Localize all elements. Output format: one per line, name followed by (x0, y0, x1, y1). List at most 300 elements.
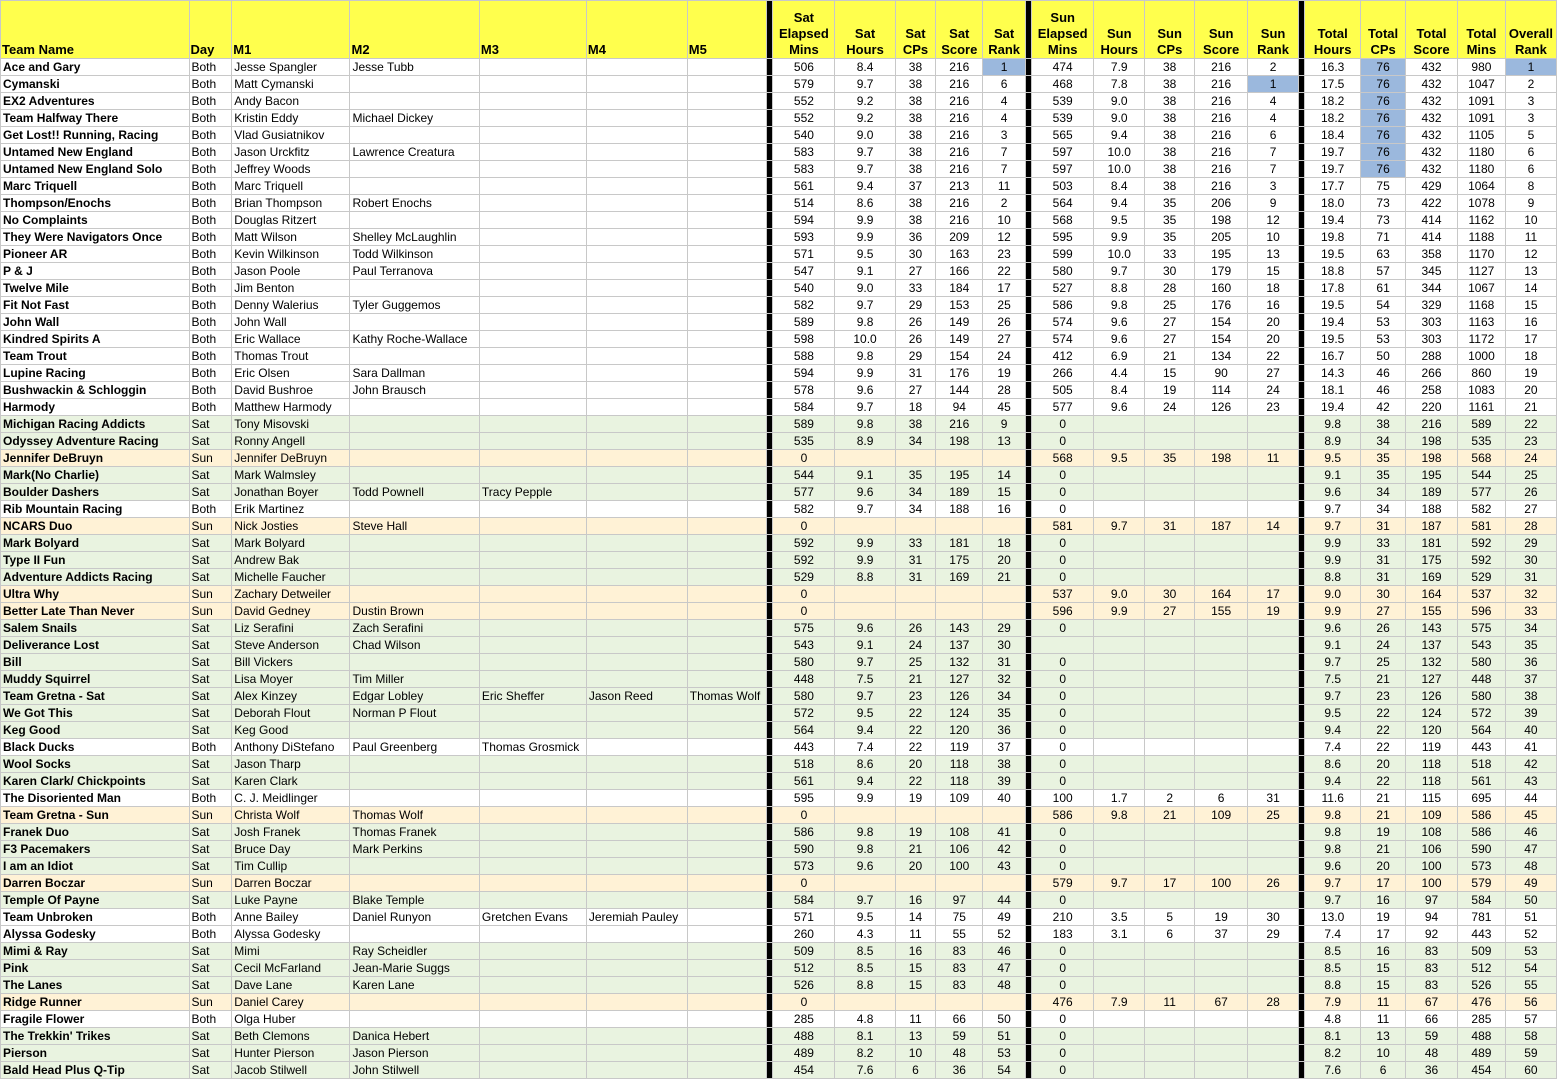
cell-day[interactable]: Sat (189, 484, 232, 501)
cell-total-hours[interactable]: 9.0 (1305, 586, 1361, 603)
cell-sat-elapsed[interactable]: 592 (773, 552, 835, 569)
cell-sun-rank[interactable]: 14 (1248, 518, 1299, 535)
cell-total-mins[interactable]: 526 (1457, 977, 1505, 994)
cell-sun-score[interactable]: 205 (1195, 229, 1248, 246)
cell-m2[interactable] (350, 501, 479, 518)
cell-sun-hours[interactable]: 9.7 (1094, 263, 1145, 280)
cell-day[interactable]: Both (189, 127, 232, 144)
cell-day[interactable]: Sat (189, 467, 232, 484)
cell-m2[interactable]: Edgar Lobley (350, 688, 479, 705)
cell-sat-elapsed[interactable]: 589 (773, 314, 835, 331)
cell-sun-rank[interactable] (1248, 960, 1299, 977)
cell-sat-hours[interactable]: 9.5 (835, 705, 895, 722)
cell-sat-hours[interactable]: 9.1 (835, 263, 895, 280)
cell-m5[interactable] (687, 994, 766, 1011)
cell-overall-rank[interactable]: 31 (1505, 569, 1556, 586)
cell-total-mins[interactable]: 454 (1457, 1062, 1505, 1079)
cell-m2[interactable] (350, 654, 479, 671)
cell-sat-cps[interactable]: 16 (895, 943, 936, 960)
cell-overall-rank[interactable]: 35 (1505, 637, 1556, 654)
cell-m2[interactable]: Paul Terranova (350, 263, 479, 280)
cell-sat-rank[interactable]: 16 (983, 501, 1026, 518)
cell-sat-elapsed[interactable]: 577 (773, 484, 835, 501)
cell-total-score[interactable]: 143 (1406, 620, 1458, 637)
cell-m1[interactable]: Jason Urckfitz (232, 144, 350, 161)
cell-sun-hours[interactable]: 9.4 (1094, 195, 1145, 212)
cell-sun-elapsed[interactable]: 564 (1032, 195, 1094, 212)
cell-m1[interactable]: Anne Bailey (232, 909, 350, 926)
cell-sun-elapsed[interactable]: 0 (1032, 773, 1094, 790)
cell-total-cps[interactable]: 76 (1361, 93, 1406, 110)
cell-sat-cps[interactable]: 38 (895, 93, 936, 110)
cell-sat-cps[interactable]: 19 (895, 824, 936, 841)
col-sun-rank[interactable]: Sun Rank (1248, 1, 1299, 59)
cell-m1[interactable]: Mark Bolyard (232, 535, 350, 552)
cell-total-cps[interactable]: 50 (1361, 348, 1406, 365)
cell-sat-cps[interactable]: 30 (895, 246, 936, 263)
cell-sat-cps[interactable]: 21 (895, 841, 936, 858)
cell-m5[interactable] (687, 314, 766, 331)
cell-sun-elapsed[interactable]: 581 (1032, 518, 1094, 535)
cell-m2[interactable]: Kathy Roche-Wallace (350, 331, 479, 348)
cell-total-hours[interactable]: 19.4 (1305, 399, 1361, 416)
cell-m4[interactable] (586, 875, 687, 892)
cell-sun-cps[interactable]: 6 (1145, 926, 1195, 943)
cell-total-score[interactable]: 137 (1406, 637, 1458, 654)
cell-overall-rank[interactable]: 43 (1505, 773, 1556, 790)
cell-overall-rank[interactable]: 21 (1505, 399, 1556, 416)
cell-sun-cps[interactable]: 11 (1145, 994, 1195, 1011)
cell-m2[interactable] (350, 994, 479, 1011)
cell-overall-rank[interactable]: 11 (1505, 229, 1556, 246)
cell-m4[interactable] (586, 382, 687, 399)
cell-sun-elapsed[interactable]: 100 (1032, 790, 1094, 807)
cell-sat-cps[interactable]: 23 (895, 688, 936, 705)
cell-sun-score[interactable] (1195, 1062, 1248, 1079)
col-day[interactable]: Day (189, 1, 232, 59)
cell-sun-rank[interactable]: 27 (1248, 365, 1299, 382)
cell-m3[interactable]: Gretchen Evans (479, 909, 586, 926)
cell-sat-score[interactable]: 100 (936, 858, 983, 875)
cell-sat-hours[interactable]: 9.9 (835, 552, 895, 569)
cell-sat-elapsed[interactable]: 579 (773, 76, 835, 93)
cell-sun-score[interactable]: 216 (1195, 93, 1248, 110)
cell-m3[interactable]: Eric Sheffer (479, 688, 586, 705)
cell-m2[interactable]: Norman P Flout (350, 705, 479, 722)
cell-m3[interactable] (479, 705, 586, 722)
cell-sat-elapsed[interactable]: 572 (773, 705, 835, 722)
cell-m5[interactable] (687, 552, 766, 569)
cell-day[interactable]: Sun (189, 518, 232, 535)
cell-sun-elapsed[interactable]: 0 (1032, 705, 1094, 722)
cell-sun-score[interactable]: 195 (1195, 246, 1248, 263)
cell-overall-rank[interactable]: 12 (1505, 246, 1556, 263)
cell-m1[interactable]: Matt Wilson (232, 229, 350, 246)
cell-sun-hours[interactable]: 9.0 (1094, 110, 1145, 127)
cell-day[interactable]: Sat (189, 943, 232, 960)
cell-total-hours[interactable]: 19.5 (1305, 331, 1361, 348)
cell-m4[interactable] (586, 433, 687, 450)
cell-team-name[interactable]: Thompson/Enochs (1, 195, 190, 212)
cell-sat-cps[interactable]: 21 (895, 671, 936, 688)
cell-team-name[interactable]: Bald Head Plus Q-Tip (1, 1062, 190, 1079)
cell-sat-rank[interactable]: 51 (983, 1028, 1026, 1045)
cell-sat-hours[interactable]: 9.0 (835, 280, 895, 297)
cell-m1[interactable]: Eric Olsen (232, 365, 350, 382)
cell-m2[interactable] (350, 93, 479, 110)
cell-sat-hours[interactable]: 9.2 (835, 110, 895, 127)
cell-m5[interactable] (687, 1045, 766, 1062)
cell-sat-hours[interactable]: 9.9 (835, 212, 895, 229)
cell-day[interactable]: Sat (189, 1062, 232, 1079)
cell-total-hours[interactable]: 19.7 (1305, 161, 1361, 178)
cell-sat-rank[interactable]: 34 (983, 688, 1026, 705)
cell-m3[interactable] (479, 246, 586, 263)
cell-m4[interactable] (586, 841, 687, 858)
cell-total-score[interactable]: 220 (1406, 399, 1458, 416)
cell-sun-rank[interactable]: 4 (1248, 93, 1299, 110)
cell-m2[interactable]: Tim Miller (350, 671, 479, 688)
cell-sat-hours[interactable]: 9.8 (835, 314, 895, 331)
cell-m2[interactable]: Steve Hall (350, 518, 479, 535)
cell-overall-rank[interactable]: 53 (1505, 943, 1556, 960)
cell-sun-hours[interactable] (1094, 705, 1145, 722)
cell-day[interactable]: Both (189, 348, 232, 365)
cell-sun-elapsed[interactable] (1032, 637, 1094, 654)
col-m5[interactable]: M5 (687, 1, 766, 59)
cell-overall-rank[interactable]: 20 (1505, 382, 1556, 399)
cell-sun-elapsed[interactable]: 0 (1032, 416, 1094, 433)
cell-overall-rank[interactable]: 19 (1505, 365, 1556, 382)
cell-m1[interactable]: Jeffrey Woods (232, 161, 350, 178)
cell-sat-score[interactable]: 181 (936, 535, 983, 552)
cell-m1[interactable]: Tim Cullip (232, 858, 350, 875)
cell-sun-elapsed[interactable]: 574 (1032, 331, 1094, 348)
cell-m4[interactable] (586, 348, 687, 365)
cell-team-name[interactable]: They Were Navigators Once (1, 229, 190, 246)
cell-team-name[interactable]: Team Gretna - Sun (1, 807, 190, 824)
cell-sun-rank[interactable]: 16 (1248, 297, 1299, 314)
cell-total-cps[interactable]: 53 (1361, 331, 1406, 348)
cell-sun-score[interactable] (1195, 960, 1248, 977)
cell-sat-cps[interactable]: 26 (895, 331, 936, 348)
cell-team-name[interactable]: Michigan Racing Addicts (1, 416, 190, 433)
cell-sat-hours[interactable]: 9.7 (835, 688, 895, 705)
cell-sat-rank[interactable]: 3 (983, 127, 1026, 144)
cell-sun-elapsed[interactable]: 0 (1032, 1062, 1094, 1079)
col-total-cps[interactable]: Total CPs (1361, 1, 1406, 59)
cell-day[interactable]: Both (189, 1011, 232, 1028)
cell-sat-score[interactable]: 118 (936, 773, 983, 790)
cell-total-cps[interactable]: 31 (1361, 569, 1406, 586)
cell-total-mins[interactable]: 285 (1457, 1011, 1505, 1028)
cell-sat-hours[interactable] (835, 994, 895, 1011)
cell-m2[interactable] (350, 212, 479, 229)
cell-m3[interactable] (479, 297, 586, 314)
cell-m2[interactable] (350, 773, 479, 790)
cell-m3[interactable] (479, 858, 586, 875)
cell-sun-cps[interactable] (1145, 705, 1195, 722)
cell-m3[interactable] (479, 195, 586, 212)
cell-total-hours[interactable]: 8.2 (1305, 1045, 1361, 1062)
cell-m4[interactable] (586, 501, 687, 518)
cell-total-mins[interactable]: 1127 (1457, 263, 1505, 280)
cell-sun-hours[interactable]: 9.0 (1094, 93, 1145, 110)
cell-m3[interactable] (479, 416, 586, 433)
cell-team-name[interactable]: The Disoriented Man (1, 790, 190, 807)
cell-m2[interactable]: Michael Dickey (350, 110, 479, 127)
cell-m1[interactable]: Vlad Gusiatnikov (232, 127, 350, 144)
cell-sun-score[interactable] (1195, 620, 1248, 637)
cell-sun-hours[interactable] (1094, 467, 1145, 484)
cell-sat-rank[interactable] (983, 586, 1026, 603)
cell-sat-elapsed[interactable]: 547 (773, 263, 835, 280)
cell-overall-rank[interactable]: 37 (1505, 671, 1556, 688)
cell-m2[interactable] (350, 552, 479, 569)
cell-sat-rank[interactable] (983, 450, 1026, 467)
cell-m5[interactable] (687, 739, 766, 756)
cell-m3[interactable] (479, 892, 586, 909)
cell-m2[interactable] (350, 467, 479, 484)
cell-sun-cps[interactable]: 28 (1145, 280, 1195, 297)
cell-m1[interactable]: Anthony DiStefano (232, 739, 350, 756)
cell-m1[interactable]: Kevin Wilkinson (232, 246, 350, 263)
cell-team-name[interactable]: Wool Socks (1, 756, 190, 773)
cell-total-score[interactable]: 358 (1406, 246, 1458, 263)
cell-m5[interactable] (687, 756, 766, 773)
cell-m1[interactable]: Jacob Stilwell (232, 1062, 350, 1079)
cell-sun-rank[interactable] (1248, 535, 1299, 552)
cell-sun-elapsed[interactable]: 266 (1032, 365, 1094, 382)
cell-total-cps[interactable]: 22 (1361, 773, 1406, 790)
cell-m3[interactable] (479, 144, 586, 161)
cell-m5[interactable] (687, 246, 766, 263)
cell-sun-elapsed[interactable]: 468 (1032, 76, 1094, 93)
cell-m4[interactable] (586, 518, 687, 535)
cell-m2[interactable]: Daniel Runyon (350, 909, 479, 926)
cell-total-mins[interactable]: 1091 (1457, 110, 1505, 127)
cell-total-score[interactable]: 432 (1406, 161, 1458, 178)
cell-total-score[interactable]: 195 (1406, 467, 1458, 484)
cell-sun-rank[interactable]: 18 (1248, 280, 1299, 297)
cell-sat-score[interactable] (936, 518, 983, 535)
cell-sun-score[interactable]: 216 (1195, 161, 1248, 178)
cell-total-score[interactable]: 429 (1406, 178, 1458, 195)
cell-m4[interactable] (586, 569, 687, 586)
cell-sat-hours[interactable]: 4.3 (835, 926, 895, 943)
cell-total-hours[interactable]: 9.8 (1305, 824, 1361, 841)
cell-m2[interactable]: John Brausch (350, 382, 479, 399)
cell-total-cps[interactable]: 61 (1361, 280, 1406, 297)
cell-sat-hours[interactable]: 9.9 (835, 790, 895, 807)
cell-m3[interactable] (479, 399, 586, 416)
cell-team-name[interactable]: Alyssa Godesky (1, 926, 190, 943)
cell-m5[interactable] (687, 909, 766, 926)
cell-sun-rank[interactable]: 4 (1248, 110, 1299, 127)
cell-team-name[interactable]: I am an Idiot (1, 858, 190, 875)
cell-sat-hours[interactable]: 8.6 (835, 756, 895, 773)
cell-sun-score[interactable] (1195, 1028, 1248, 1045)
cell-sat-rank[interactable]: 40 (983, 790, 1026, 807)
cell-sun-elapsed[interactable]: 183 (1032, 926, 1094, 943)
cell-sun-rank[interactable] (1248, 1011, 1299, 1028)
cell-sat-score[interactable]: 83 (936, 977, 983, 994)
cell-m1[interactable]: John Wall (232, 314, 350, 331)
cell-m4[interactable] (586, 739, 687, 756)
cell-total-mins[interactable]: 544 (1457, 467, 1505, 484)
cell-total-score[interactable]: 83 (1406, 960, 1458, 977)
cell-sun-hours[interactable]: 9.5 (1094, 450, 1145, 467)
cell-total-mins[interactable]: 488 (1457, 1028, 1505, 1045)
cell-m1[interactable]: Eric Wallace (232, 331, 350, 348)
cell-total-hours[interactable]: 11.6 (1305, 790, 1361, 807)
cell-sun-elapsed[interactable]: 0 (1032, 892, 1094, 909)
cell-m3[interactable] (479, 603, 586, 620)
cell-total-cps[interactable]: 15 (1361, 960, 1406, 977)
cell-team-name[interactable]: Team Unbroken (1, 909, 190, 926)
cell-total-hours[interactable]: 18.2 (1305, 93, 1361, 110)
cell-total-mins[interactable]: 564 (1457, 722, 1505, 739)
cell-m3[interactable] (479, 212, 586, 229)
cell-sun-hours[interactable]: 8.8 (1094, 280, 1145, 297)
cell-sun-cps[interactable]: 27 (1145, 314, 1195, 331)
cell-team-name[interactable]: Untamed New England Solo (1, 161, 190, 178)
cell-sat-hours[interactable]: 9.7 (835, 161, 895, 178)
cell-m1[interactable]: Olga Huber (232, 1011, 350, 1028)
cell-sun-elapsed[interactable]: 0 (1032, 739, 1094, 756)
cell-sat-rank[interactable]: 28 (983, 382, 1026, 399)
cell-sun-rank[interactable] (1248, 858, 1299, 875)
cell-sun-score[interactable]: 6 (1195, 790, 1248, 807)
cell-day[interactable]: Sat (189, 858, 232, 875)
cell-total-hours[interactable]: 8.1 (1305, 1028, 1361, 1045)
cell-m2[interactable] (350, 722, 479, 739)
cell-sun-elapsed[interactable]: 565 (1032, 127, 1094, 144)
cell-total-hours[interactable]: 9.7 (1305, 892, 1361, 909)
cell-m4[interactable] (586, 1062, 687, 1079)
cell-sun-score[interactable]: 216 (1195, 144, 1248, 161)
cell-m3[interactable] (479, 569, 586, 586)
cell-sun-rank[interactable]: 9 (1248, 195, 1299, 212)
cell-total-mins[interactable]: 1163 (1457, 314, 1505, 331)
cell-sun-cps[interactable] (1145, 858, 1195, 875)
cell-m2[interactable]: Chad Wilson (350, 637, 479, 654)
cell-day[interactable]: Both (189, 365, 232, 382)
cell-m5[interactable] (687, 943, 766, 960)
cell-m5[interactable] (687, 518, 766, 535)
cell-team-name[interactable]: Lupine Racing (1, 365, 190, 382)
cell-sat-elapsed[interactable]: 509 (773, 943, 835, 960)
cell-total-mins[interactable]: 1000 (1457, 348, 1505, 365)
cell-m3[interactable] (479, 620, 586, 637)
col-total-hours[interactable]: Total Hours (1305, 1, 1361, 59)
cell-m2[interactable]: Dustin Brown (350, 603, 479, 620)
cell-m3[interactable] (479, 654, 586, 671)
cell-m5[interactable] (687, 603, 766, 620)
cell-team-name[interactable]: The Trekkin' Trikes (1, 1028, 190, 1045)
cell-total-score[interactable]: 126 (1406, 688, 1458, 705)
col-sat-cps[interactable]: Sat CPs (895, 1, 936, 59)
cell-team-name[interactable]: Pierson (1, 1045, 190, 1062)
cell-total-mins[interactable]: 1161 (1457, 399, 1505, 416)
cell-m3[interactable] (479, 756, 586, 773)
cell-sat-rank[interactable]: 25 (983, 297, 1026, 314)
cell-sun-cps[interactable]: 38 (1145, 93, 1195, 110)
cell-sun-hours[interactable]: 8.4 (1094, 382, 1145, 399)
cell-sat-rank[interactable]: 50 (983, 1011, 1026, 1028)
cell-team-name[interactable]: Mark(No Charlie) (1, 467, 190, 484)
cell-total-cps[interactable]: 17 (1361, 875, 1406, 892)
cell-m5[interactable] (687, 501, 766, 518)
cell-day[interactable]: Sun (189, 875, 232, 892)
cell-m5[interactable] (687, 399, 766, 416)
cell-sat-cps[interactable]: 29 (895, 348, 936, 365)
cell-sat-rank[interactable]: 6 (983, 76, 1026, 93)
cell-total-score[interactable]: 188 (1406, 501, 1458, 518)
cell-sat-rank[interactable]: 46 (983, 943, 1026, 960)
cell-m2[interactable] (350, 416, 479, 433)
cell-m5[interactable] (687, 841, 766, 858)
cell-sun-rank[interactable]: 24 (1248, 382, 1299, 399)
cell-m3[interactable] (479, 552, 586, 569)
cell-sat-rank[interactable]: 17 (983, 280, 1026, 297)
cell-overall-rank[interactable]: 59 (1505, 1045, 1556, 1062)
cell-total-cps[interactable]: 21 (1361, 671, 1406, 688)
cell-sat-rank[interactable]: 26 (983, 314, 1026, 331)
cell-team-name[interactable]: We Got This (1, 705, 190, 722)
cell-team-name[interactable]: Black Ducks (1, 739, 190, 756)
cell-sun-score[interactable]: 126 (1195, 399, 1248, 416)
cell-total-cps[interactable]: 11 (1361, 1011, 1406, 1028)
cell-m4[interactable] (586, 756, 687, 773)
cell-total-hours[interactable]: 9.7 (1305, 518, 1361, 535)
cell-sun-rank[interactable] (1248, 484, 1299, 501)
cell-sun-elapsed[interactable]: 0 (1032, 535, 1094, 552)
cell-sat-rank[interactable]: 19 (983, 365, 1026, 382)
cell-total-hours[interactable]: 19.5 (1305, 297, 1361, 314)
cell-sat-rank[interactable]: 7 (983, 144, 1026, 161)
cell-m4[interactable] (586, 722, 687, 739)
cell-overall-rank[interactable]: 23 (1505, 433, 1556, 450)
cell-sat-rank[interactable]: 24 (983, 348, 1026, 365)
cell-m1[interactable]: Erik Martinez (232, 501, 350, 518)
cell-sun-hours[interactable]: 9.7 (1094, 518, 1145, 535)
cell-day[interactable]: Both (189, 314, 232, 331)
cell-sun-elapsed[interactable]: 597 (1032, 161, 1094, 178)
cell-sat-score[interactable]: 216 (936, 93, 983, 110)
cell-m4[interactable] (586, 212, 687, 229)
cell-sun-rank[interactable]: 10 (1248, 229, 1299, 246)
cell-overall-rank[interactable]: 2 (1505, 76, 1556, 93)
cell-m2[interactable] (350, 161, 479, 178)
cell-total-mins[interactable]: 1105 (1457, 127, 1505, 144)
cell-sat-rank[interactable] (983, 603, 1026, 620)
cell-sat-rank[interactable]: 20 (983, 552, 1026, 569)
cell-total-mins[interactable]: 512 (1457, 960, 1505, 977)
cell-overall-rank[interactable]: 13 (1505, 263, 1556, 280)
cell-sun-hours[interactable] (1094, 1011, 1145, 1028)
cell-m3[interactable] (479, 790, 586, 807)
cell-m5[interactable] (687, 348, 766, 365)
cell-m4[interactable] (586, 263, 687, 280)
cell-m5[interactable] (687, 433, 766, 450)
cell-sun-elapsed[interactable]: 527 (1032, 280, 1094, 297)
cell-total-mins[interactable]: 781 (1457, 909, 1505, 926)
cell-total-cps[interactable]: 25 (1361, 654, 1406, 671)
cell-day[interactable]: Both (189, 926, 232, 943)
cell-sat-elapsed[interactable]: 0 (773, 450, 835, 467)
cell-total-mins[interactable]: 586 (1457, 807, 1505, 824)
